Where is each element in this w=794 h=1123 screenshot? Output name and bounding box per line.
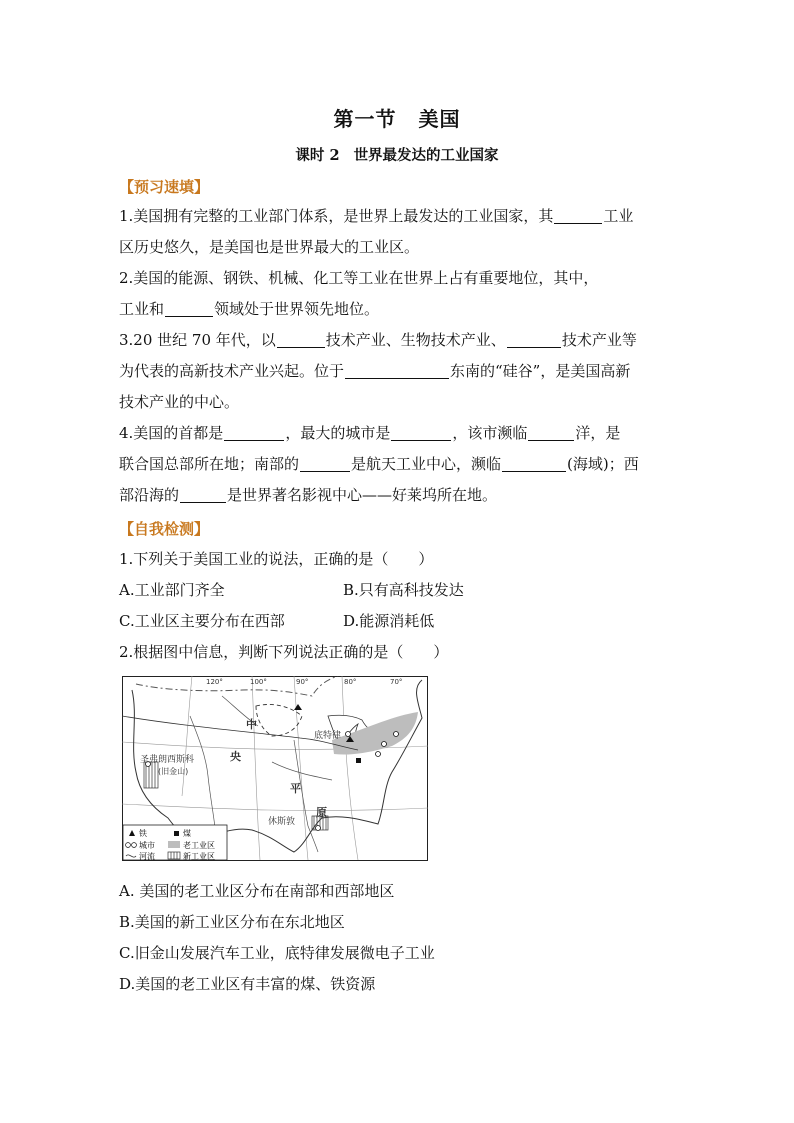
preview-q4-line3: 部沿海的 是世界著名影视中心——好莱坞所在地。 (119, 486, 498, 504)
preview-q4-line1: 4.美国的首都是 ，最大的城市是 ，该市濒临 洋，是 (119, 424, 621, 442)
q1-options-row2 (119, 606, 679, 637)
city-marker (382, 742, 387, 747)
svg-text:煤: 煤 (183, 829, 191, 838)
map-label-sf-old-name: (旧金山) (158, 767, 189, 776)
map-label-zhong: 中 (246, 718, 257, 731)
selfcheck-q2-options (119, 876, 679, 1000)
usa-industry-map (122, 676, 428, 861)
lon-label-90: 90° (296, 678, 309, 686)
q2-option-d[interactable]: D.美国的老工业区有丰富的煤、铁资源 (119, 975, 376, 993)
lon-label-100: 100° (250, 678, 267, 686)
q2-option-b[interactable]: B.美国的新工业区分布在东北地区 (119, 913, 345, 931)
city-marker (394, 732, 399, 737)
blank[interactable] (180, 484, 226, 503)
preview-q3-line1: 3.20 世纪 70 年代，以 技术产业、生物技术产业、 技术产业等 (119, 331, 637, 349)
svg-text:河流: 河流 (139, 852, 155, 861)
city-marker-detroit (346, 732, 351, 737)
blank[interactable] (502, 453, 566, 472)
old-industrial-legend-icon (168, 841, 180, 848)
svg-text:老工业区: 老工业区 (183, 841, 215, 850)
coal-legend-icon (174, 831, 179, 836)
preview-q3-line3: 技术产业的中心。 (119, 393, 240, 411)
blank[interactable] (391, 422, 451, 441)
svg-text:新工业区: 新工业区 (183, 852, 215, 861)
blank[interactable] (554, 205, 602, 224)
page-title: 第一节 美国 (333, 107, 461, 131)
q1-option-a[interactable]: A.工业部门齐全 (119, 581, 225, 599)
map-label-houston: 休斯敦 (268, 817, 296, 827)
q2-option-a[interactable]: A. 美国的老工业区分布在南部和西部地区 (119, 882, 395, 900)
svg-text:城市: 城市 (139, 841, 155, 850)
blank[interactable] (528, 422, 574, 441)
q1-options-row1 (119, 575, 679, 606)
selfcheck-q1 (119, 544, 679, 668)
preview-block (119, 201, 679, 511)
lon-label-80: 80° (344, 678, 357, 686)
map-legend (123, 825, 227, 861)
svg-text:铁: 铁 (139, 829, 147, 838)
blank[interactable] (277, 329, 325, 348)
lon-label-120: 120° (206, 678, 223, 686)
map-label-yang: 央 (230, 750, 241, 763)
q1-option-c[interactable]: C.工业区主要分布在西部 (119, 612, 285, 630)
q2-option-c[interactable]: C.旧金山发展汽车工业，底特律发展微电子工业 (119, 944, 435, 962)
q1-stem: 1.下列关于美国工业的说法，正确的是（ ） (119, 550, 434, 568)
section-heading-preview: 【预习速填】 (119, 178, 210, 196)
map-label-detroit: 底特律 (314, 731, 342, 741)
blank[interactable] (345, 360, 449, 379)
q2-stem: 2.根据图中信息，判断下列说法正确的是（ ） (119, 643, 449, 661)
blank[interactable] (224, 422, 284, 441)
preview-q1-line2: 区历史悠久，是美国也是世界最大的工业区。 (119, 238, 420, 256)
q1-option-d[interactable]: D.能源消耗低 (343, 612, 435, 630)
preview-q2-line2: 工业和 领域处于世界领先地位。 (119, 300, 380, 318)
blank[interactable] (300, 453, 350, 472)
preview-q1-line1: 1.美国拥有完整的工业部门体系，是世界上最发达的工业国家，其 工业 (119, 207, 634, 225)
page-subtitle: 课时 2 世界最发达的工业国家 (295, 147, 499, 164)
section-heading-selfcheck: 【自我检测】 (119, 520, 210, 538)
map-label-ping: 平 (290, 782, 301, 795)
blank[interactable] (165, 298, 213, 317)
q1-option-b[interactable]: B.只有高科技发达 (343, 581, 464, 599)
blank[interactable] (507, 329, 561, 348)
preview-q4-line2: 联合国总部所在地；南部的 是航天工业中心，濒临 (海域)；西 (119, 455, 639, 473)
map-label-sf: 圣弗朗西斯科 (140, 755, 195, 765)
city-marker (376, 752, 381, 757)
preview-q2-line1: 2.美国的能源、钢铁、机械、化工等工业在世界上占有重要地位，其中， (119, 269, 599, 287)
city-marker-houston (316, 826, 321, 831)
coal-mine-icon (356, 758, 361, 763)
preview-q3-line2: 为代表的高新技术产业兴起。位于 东南的“硅谷”，是美国高新 (119, 362, 631, 380)
map-label-yuan: 原 (316, 806, 327, 819)
lon-label-70: 70° (390, 678, 403, 686)
